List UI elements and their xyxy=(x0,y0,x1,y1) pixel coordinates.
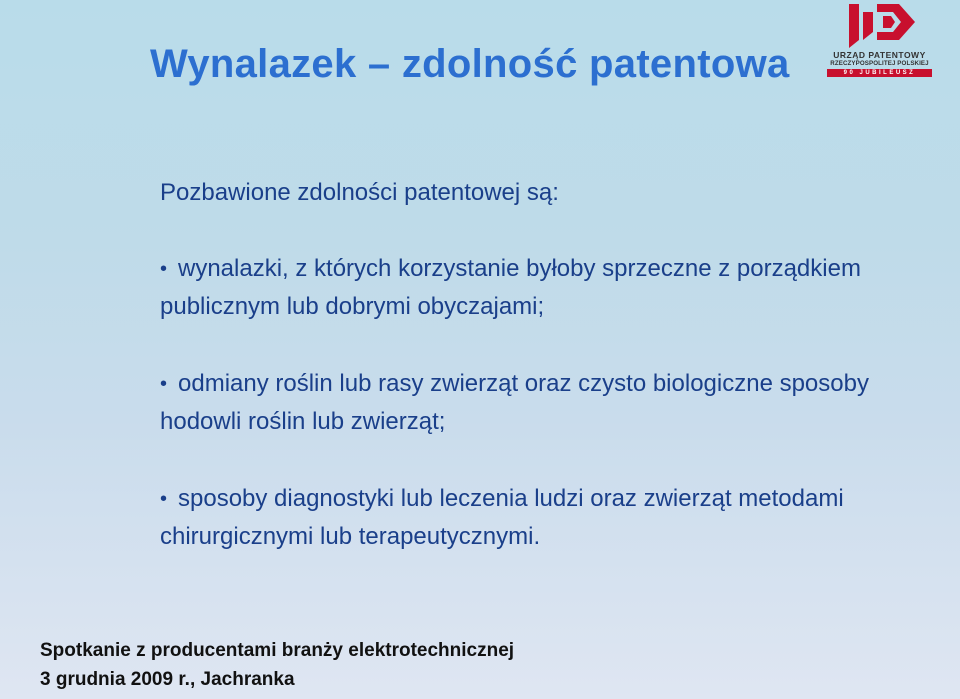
page-title: Wynalazek – zdolność patentowa xyxy=(150,42,790,86)
patent-office-logo xyxy=(827,2,932,78)
footer-date-place: 3 grudnia 2009 r., Jachranka xyxy=(40,669,295,690)
logo-jubilee-band: 90 JUBILEUSZ xyxy=(827,69,932,77)
bullet-item xyxy=(160,480,880,556)
footer-event: Spotkanie z producentami branży elektrotechnicznej xyxy=(40,640,515,661)
logo-line2: RZECZYPOSPOLITEJ POLSKIEJ xyxy=(830,60,929,67)
bullet-dot: • xyxy=(160,488,168,510)
bullet-dot: • xyxy=(160,373,168,395)
bullet-text: wynalazki, z których korzystanie byłoby sprzeczne z porządkiem publicznym lub dobrymi obyczajami; xyxy=(160,255,861,320)
bullet-item xyxy=(160,365,880,441)
bullet-dot: • xyxy=(160,258,168,280)
intro-text: Pozbawione zdolności patentowej są: xyxy=(160,179,559,206)
bullet-item xyxy=(160,250,880,326)
patent-office-emblem-icon xyxy=(827,2,932,50)
bullet-text: sposoby diagnostyki lub leczenia ludzi oraz zwierząt metodami chirurgicznymi lub terapeutycznymi. xyxy=(160,485,844,550)
logo-line1: URZĄD PATENTOWY xyxy=(833,50,926,60)
bullet-text: odmiany roślin lub rasy zwierząt oraz czysto biologiczne sposoby hodowli roślin lub zwierząt; xyxy=(160,370,869,435)
